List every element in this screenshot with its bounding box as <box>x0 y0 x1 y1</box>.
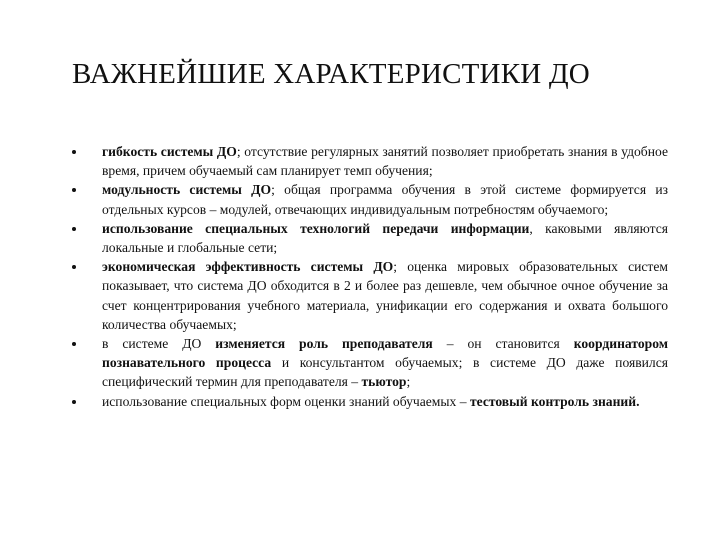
item-text: использование специальных форм оценки знаний обучаемых – <box>102 393 470 409</box>
bullet-icon <box>72 227 76 231</box>
item-text: , каковыми являются локальные и глобальные сети; <box>102 220 668 256</box>
item-text: и консультантом обучаемых; в системе ДО даже появился специфический термин для преподавателя – <box>102 355 668 390</box>
bullet-icon <box>72 265 76 269</box>
item-term: координатором познавательного процесса <box>102 336 669 371</box>
item-term: экономическая эффективность системы ДО <box>102 259 394 275</box>
item-term: использование специальных технологий передачи информации <box>102 220 530 236</box>
item-text: ; <box>406 374 411 390</box>
item-text: в системе ДО <box>102 336 216 352</box>
list-item <box>72 392 668 411</box>
item-term: тьютор <box>361 374 407 390</box>
list-item <box>72 219 668 257</box>
list-item <box>72 257 668 334</box>
item-term: гибкость системы ДО <box>102 144 237 159</box>
characteristics-list <box>72 142 668 411</box>
item-text: – он становится <box>432 336 574 352</box>
item-term: тестовый контроль знаний. <box>469 393 640 409</box>
list-item <box>72 142 668 180</box>
list-item <box>72 334 668 392</box>
bullet-icon <box>72 188 76 192</box>
item-text: ; отсутствие регулярных занятий позволяет приобретать знания в удобное время, причем обучаемый сам планирует темп обучения; <box>102 144 668 179</box>
item-text: ; оценка мировых образовательных систем показывает, что система ДО обходится в 2 и более раз дешевле, чем обычное очное обучение за счет концентрирования учебного материала, унификации его содержания и охвата большого количества обучаемых; <box>102 259 668 332</box>
bullet-icon <box>72 342 76 346</box>
bullet-icon <box>72 400 76 404</box>
bullet-icon <box>72 150 76 154</box>
list-item <box>72 180 668 218</box>
item-text: ; общая программа обучения в этой системе формируется из отдельных курсов – модулей, отвечающих индивидуальным потребностям обучаемого; <box>102 182 668 217</box>
item-term: изменяется роль преподавателя <box>215 336 433 352</box>
item-term: модульность системы ДО <box>102 182 272 198</box>
slide-title: ВАЖНЕЙШИЕ ХАРАКТЕРИСТИКИ ДО <box>72 58 590 90</box>
